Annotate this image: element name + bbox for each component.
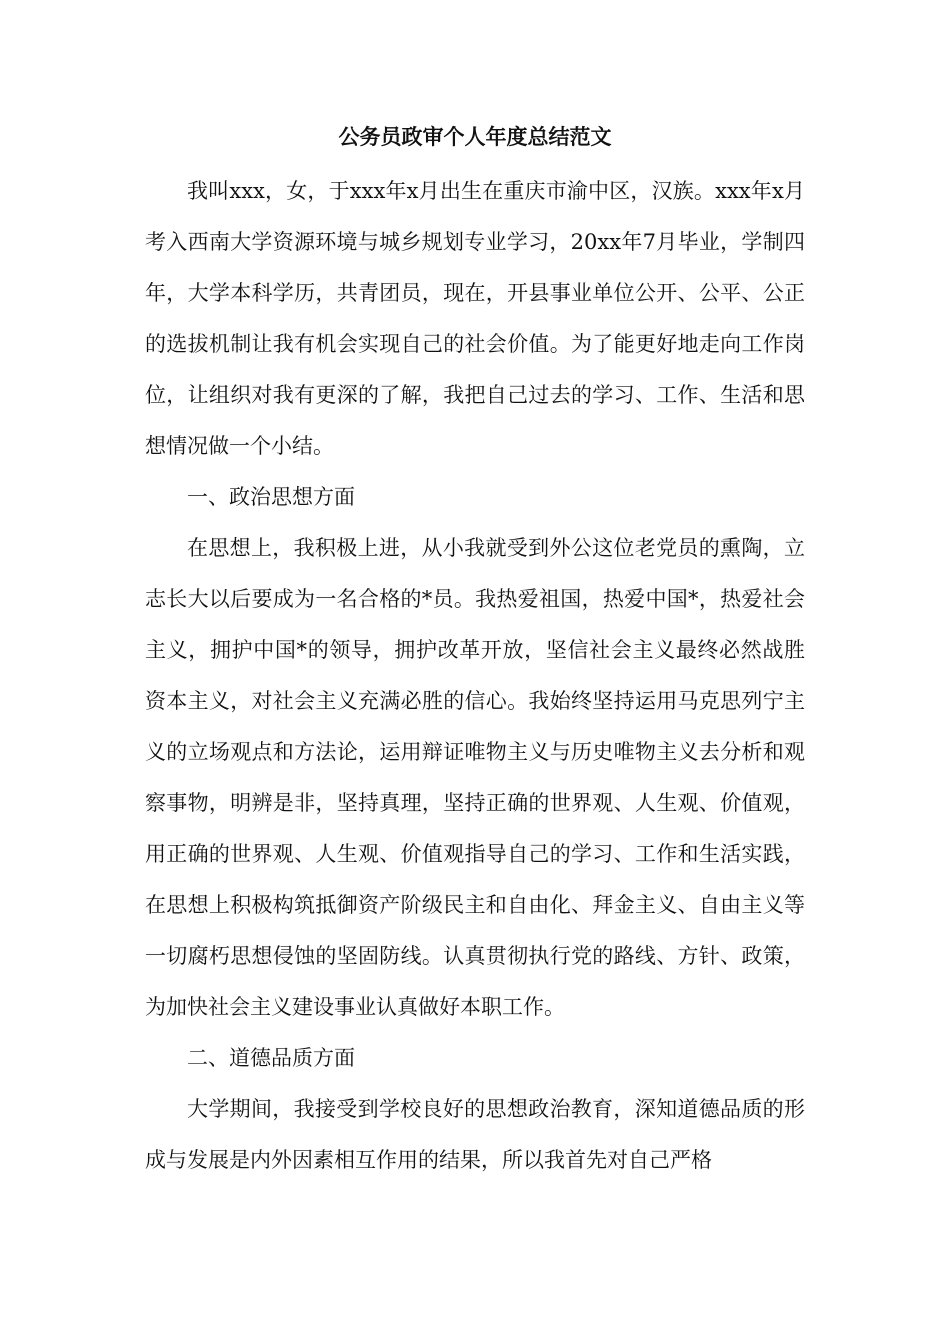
moral-paragraph: 大学期间，我接受到学校良好的思想政治教育，深知道德品质的形成与发展是内外因素相互作用的结果，所以我首先对自己严格 — [145, 1097, 805, 1172]
document-body — [145, 166, 805, 1186]
section-heading-political: 一、政治思想方面 — [187, 485, 355, 509]
section-heading-moral: 二、道德品质方面 — [187, 1046, 355, 1070]
document-title: 公务员政审个人年度总结范文 — [338, 124, 612, 149]
political-paragraph: 在思想上，我积极上进，从小我就受到外公这位老党员的熏陶，立志长大以后要成为一名合格的*员。我热爱祖国，热爱中国*，热爱社会主义，拥护中国*的领导，拥护改革开放，坚信社会主义最终必然战胜资本主义，对社会主义充满必胜的信心。我始终坚持运用马克思列宁主义的立场观点和方法论，运用辩证唯物主义与历史唯物主义去分析和观察事物，明辨是非，坚持真理，坚持正确的世界观、人生观、价值观，用正确的世界观、人生观、价值观指导自己的学习、工作和生活实践，在思想上积极构筑抵御资产阶级民主和自由化、拜金主义、自由主义等一切腐朽思想侵蚀的坚固防线。认真贯彻执行党的路线、方针、政策，为加快社会主义建设事业认真做好本职工作。 — [145, 536, 805, 1019]
intro-paragraph: 我叫xxx，女，于xxx年x月出生在重庆市渝中区，汉族。xxx年x月考入西南大学资源环境与城乡规划专业学习，20xx年7月毕业，学制四年，大学本科学历，共青团员，现在，开县事业单位公开、公平、公正的选拔机制让我有机会实现自己的社会价值。为了能更好地走向工作岗位，让组织对我有更深的了解，我把自己过去的学习、工作、生活和思想情况做一个小结。 — [145, 179, 805, 458]
